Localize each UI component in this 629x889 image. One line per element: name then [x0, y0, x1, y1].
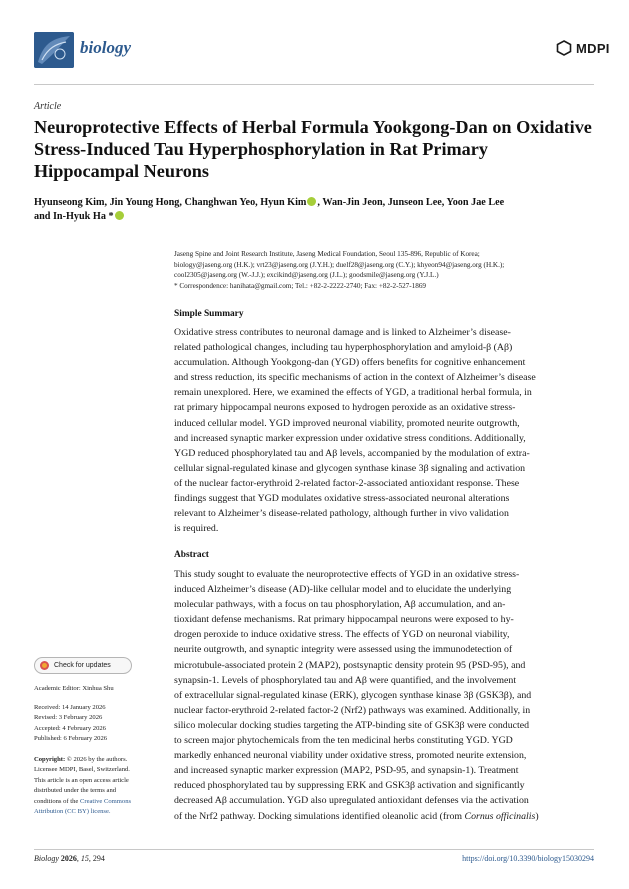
authors-part-3: and In-Hyuk Ha *: [34, 211, 114, 222]
check-updates-label: Check for updates: [54, 662, 111, 669]
abstract-line: synapsin-1. Levels of phosphorylated tau and Aβ were quantified, and the involvement: [174, 674, 517, 686]
copyright-line: This article is an open access article: [34, 776, 129, 784]
abstract-line: of extracellular signal-regulated kinase (ERK), glycogen synthase kinase 3β (GSK3β), and: [174, 689, 532, 701]
publisher-logo: [556, 40, 610, 62]
abstract-line: reduced phosphorylated tau by suppressing ERK and GSK3β activation and significantly: [174, 780, 525, 792]
authors-part-1: Hyunseong Kim, Jin Young Hong, Changhwan Yeo, Hyun Kim: [34, 197, 307, 208]
copyright-line: [34, 797, 164, 807]
summary-line: is required.: [174, 523, 219, 535]
summary-line: rat primary hippocampal neurons exposed to hydrogen peroxide as an oxidative stress-: [174, 402, 516, 414]
abstract-line: silico molecular docking studies targeting the ATP-binding site of GSK3β were conducted: [174, 719, 530, 731]
publisher-name: MDPI: [576, 41, 610, 56]
citation-volume: 15: [80, 854, 89, 863]
copyright-line: distributed under the terms and: [34, 787, 117, 795]
accepted-date: Accepted: 4 February 2026: [34, 724, 106, 732]
abstract-line: induced Alzheimer’s disease (AD)-like cellular model and to elucidate the underlying: [174, 584, 512, 596]
journal-logo: [34, 32, 74, 68]
abstract-line: markedly enhanced neuronal viability under oxidative stress, promoted neurite extension,: [174, 750, 527, 762]
revised-date: Revised: 3 February 2026: [34, 714, 103, 722]
summary-line: induced cellular model. YGD improved neuronal viability, promoted neurite outgrowth,: [174, 417, 520, 429]
authors-part-2: , Wan-Jin Jeon, Junseon Lee, Yoon Jae Lee: [317, 197, 505, 208]
abstract-line: This study sought to evaluate the neuroprotective effects of YGD in an oxidative stress-: [174, 569, 520, 580]
citation-journal: Biology: [34, 854, 59, 863]
copyright-text: conditions of the: [34, 797, 80, 805]
affiliations: [174, 249, 594, 291]
check-for-updates-button[interactable]: [34, 657, 132, 674]
summary-line: related pathological changes, including tau hyperphosphorylation and amyloid-β (Aβ): [174, 342, 513, 354]
mdpi-hexagon-icon: [556, 40, 572, 56]
header-divider: [34, 84, 594, 85]
summary-line: accumulation. Although Yookgong-dan (YGD) offers benefits for cognitive enhancement: [174, 357, 526, 369]
abstract-line: to screen major phytochemicals from the ten medicinal herbs constituting YGD. YGD: [174, 735, 513, 747]
correspondence-line: * Correspondence: hanihata@gmail.com; Tel.: +82-2-2222-2740; Fax: +82-2-527-1869: [174, 281, 427, 290]
abstract-line: molecular pathways, with a focus on tau phosphorylation, Aβ accumulation, and an-: [174, 599, 506, 611]
citation: Biology 2026, 15, 294: [34, 854, 105, 863]
copyright-block: [34, 755, 164, 817]
affiliation-line: cool2305@jaseng.org (W.-J.J.); excikind@jaseng.org (J.L.); goodsmile@jaseng.org (Y.J.L.): [174, 271, 439, 280]
dates-block: [34, 703, 164, 745]
abstract-line-text: of the Nrf2 pathway. Docking simulations identified oleanolic acid (from: [174, 810, 465, 822]
summary-line: and stress reduction, its specific mechanisms of action in the context of Alzheimer’s disease: [174, 372, 536, 384]
author-list: [34, 196, 594, 224]
academic-editor: Academic Editor: Xinhua Shu: [34, 685, 114, 692]
abstract-heading: Abstract: [174, 550, 209, 560]
species-name: Cornus officinalis: [464, 810, 536, 822]
received-date: Received: 14 January 2026: [34, 704, 106, 711]
copyright-line: Licensee MDPI, Basel, Switzerland.: [34, 766, 130, 774]
check-updates-icon: [40, 661, 49, 670]
summary-line: findings suggest that YGD modulates oxidative stress-associated neuronal alterations: [174, 493, 510, 505]
copyright-text: © 2026 by the authors.: [65, 756, 128, 763]
abstract-body: [174, 567, 594, 824]
summary-line: YGD reduced phosphorylated tau and Aβ levels, accompanied by the modulation of extra-: [174, 447, 530, 459]
simple-summary-heading: Simple Summary: [174, 309, 244, 319]
simple-summary-body: [174, 325, 594, 536]
copyright-line-1: [34, 755, 164, 765]
abstract-line: [174, 809, 594, 824]
abstract-line: tioxidant defense mechanisms. Rat primary hippocampal neurons were exposed to hy-: [174, 614, 514, 626]
summary-line: relevant to Alzheimer’s disease-related pathology, although further in vivo validation: [174, 508, 509, 520]
copyright-label: Copyright:: [34, 756, 66, 763]
summary-line: of the nuclear factor-erythroid 2-related factor-2-associated antioxidant response. These: [174, 477, 520, 489]
abstract-line-tail: ): [535, 810, 539, 822]
abstract-line: neurite outgrowth, and synaptic integrity were assessed using the immunodetection of: [174, 644, 513, 656]
abstract-line: decreased Aβ accumulation. YGD also upregulated antioxidant defenses via the activation: [174, 795, 529, 807]
cc-license-link[interactable]: Creative Commons: [79, 797, 132, 805]
citation-article-no: 294: [92, 854, 105, 863]
journal-name: biology: [80, 38, 131, 57]
article-type: Article: [34, 101, 62, 112]
affiliation-line: biology@jaseng.org (H.K.); vrt23@jaseng.org (J.Y.H.); duelf28@jaseng.org (C.Y.); khyeon94@jaseng.org (H.K.);: [174, 260, 505, 269]
summary-line: cellular signal-regulated kinase and glycogen synthase kinase 3β signaling and activation: [174, 462, 526, 474]
abstract-line: microtubule-associated protein 2 (MAP2), postsynaptic density protein 95 (PSD-95), and: [174, 659, 526, 671]
abstract-line: nuclear factor-erythroid 2-related factor-2 (Nrf2) pathways was examined. Additionally, in: [174, 704, 531, 716]
article-title: Neuroprotective Effects of Herbal Formula Yookgong-Dan on Oxidative Stress-Induced Tau Hyperphosphorylation in Rat Primary Hippocampal Neurons: [34, 117, 592, 181]
orcid-icon[interactable]: [307, 197, 316, 206]
doi-link[interactable]: https://doi.org/10.3390/biology15030294: [462, 854, 594, 863]
affiliation-line: Jaseng Spine and Joint Research Institute, Jaseng Medical Foundation, Seoul 135-896, Republic of Korea;: [174, 250, 480, 258]
published-date: Published: 6 February 2026: [34, 735, 108, 743]
summary-line: remain unexplored. Here, we examined the effects of YGD, a traditional herbal formula, in: [174, 387, 532, 399]
citation-year: 2026: [60, 854, 77, 863]
summary-line: Oxidative stress contributes to neuronal damage and is linked to Alzheimer’s disease-: [174, 327, 511, 338]
journal-logo-icon: [34, 32, 74, 68]
abstract-line: drogen peroxide to induce oxidative stress. The effects of YGD on neuronal viability,: [174, 629, 510, 641]
orcid-icon[interactable]: [115, 211, 124, 220]
footer-divider: [34, 849, 594, 850]
abstract-line: and increased synaptic marker expression (MAP2, PSD-95, and synapsin-1). Treatment: [174, 765, 519, 777]
cc-license-link-2[interactable]: Attribution (CC BY) license.: [34, 808, 111, 816]
summary-line: and increased synaptic marker expression under oxidative stress conditions. Additionally,: [174, 432, 526, 444]
